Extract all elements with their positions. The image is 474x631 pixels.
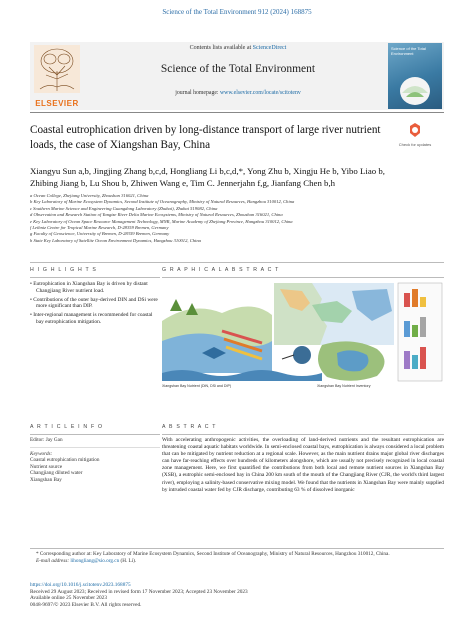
corresponding-author-note: * Corresponding author at: Key Laboratory of Marine Ecosystem Dynamics, Second Institute of Oceanography, Ministry of Natural Resources, Hangzhou 310012, China. — [36, 551, 390, 557]
highlight-item: • Inter-regional management is recommended for coastal bay eutrophication mitigation. — [36, 312, 160, 326]
keyword-item: Coastal eutrophication mitigation — [30, 457, 100, 464]
check-updates-icon — [408, 122, 422, 138]
keywords-label: Keywords: — [30, 450, 53, 457]
author-line: Xiangyu Sun a,b, Jingjing Zhang b,c,d, Hongliang Li b,c,d,*, Yong Zhu b, Xingju He b, Yibo Liao b, — [30, 166, 385, 176]
author-list — [30, 166, 450, 189]
contents-line: Contents lists available at ScienceDirect — [189, 45, 287, 51]
journal-cover[interactable] — [388, 43, 442, 109]
available-online: Available online 25 November 2023 — [30, 595, 107, 602]
publisher-name: ELSEVIER — [35, 99, 79, 108]
check-for-updates-button[interactable] — [398, 122, 432, 148]
highlights-divider — [30, 277, 160, 278]
copyright-line: 0048-9697/© 2023 Elsevier B.V. All rights reserved. — [30, 601, 142, 608]
editor-divider — [30, 447, 160, 448]
doi-link[interactable]: https://doi.org/10.1016/j.scitotenv.2023.168875 — [30, 582, 131, 588]
sciencedirect-link[interactable]: ScienceDirect — [252, 45, 287, 51]
graphical-abstract-caption-left: Xiangshan Bay Nutrient (DIN, DSi and DIP) — [162, 384, 232, 388]
check-updates-label: Check for updates — [398, 142, 432, 147]
received-dates: Received 29 August 2023; Received in revised form 17 November 2023; Accepted 23 November 2023 — [30, 588, 248, 595]
elsevier-tree-icon — [34, 45, 80, 93]
header-divider — [30, 112, 444, 113]
homepage-line: journal homepage: www.elsevier.com/locate/scitotenv — [175, 90, 301, 96]
footnotes — [30, 551, 444, 564]
affiliation-item: f Leibniz Centre for Tropical Marine Research, D-28359 Bremen, Germany — [30, 225, 169, 231]
keyword-item: Changjiang diluted water — [30, 470, 83, 477]
footer-divider — [30, 548, 444, 549]
graphical-abstract-image[interactable] — [162, 281, 444, 399]
cover-image-icon — [388, 69, 442, 109]
journal-header-text — [90, 45, 386, 96]
email-link[interactable]: lihongliang@sio.org.cn — [70, 557, 120, 564]
graphical-abstract-heading: G R A P H I C A L A B S T R A C T — [162, 267, 280, 273]
article-info-divider — [30, 434, 160, 435]
editor-line: Editor: Jay Gan — [30, 437, 63, 443]
section-divider — [30, 262, 444, 263]
highlight-item: • Eutrophication in Xiangshan Bay is driven by distant Changjiang River nutrient load. — [36, 281, 160, 295]
graphical-abstract-divider — [162, 277, 444, 278]
graphical-abstract-figure — [162, 281, 444, 399]
abstract-text: With accelerating anthropogenic activities, the overloading of land-derived nutrients and the resultant eutrophication are threatening coastal aquatic habitats worldwide. In semi-enclosed coastal bays, eutrophication is always considered a local problem that can be mitigated by nutrient reduction at a regional scale. However, as the main nutrient drains major global river discharges can have far-reaching effects over hundreds of kilometers alongshore, which are usually not precisely recognized in local coastal zone management. Here, we first quantified the contributions from both local and remote nutrient sources in Xiangshan Bay (XSB), a eutrophic semi-enclosed bay in China 200 km south of the mouth of the Changjiang River (CJR, the world's third largest river), employing a salinity-based conservative mixing model. We found that the nutrients in Xiangshan Bay were mainly supplied by intruded coastal water fed by CJR discharge, contributing 63 % of dissolved inorganic — [162, 437, 444, 493]
journal-title: Science of the Total Environment — [160, 63, 316, 75]
highlights-heading: H I G H L I G H T S — [30, 267, 98, 273]
elsevier-logo[interactable] — [34, 45, 80, 108]
affiliation-item: d Observation and Research Station of Yangtze River Delta Marine Ecosystems, Ministry of Natural Resources, Zhoushan 316021, China — [30, 212, 283, 218]
article-info-block — [30, 437, 160, 484]
author-line: Zhibing Jiang b, Lu Shou b, Zhiwen Wang e, Tim C. Jennerjahn f,g, Jianfang Chen b,h — [30, 177, 336, 188]
keyword-item: Nutrient source — [30, 463, 63, 470]
highlights-list — [30, 281, 160, 328]
affiliation-item: a Ocean College, Zhejiang University, Zhoushan 316021, China — [30, 193, 149, 198]
affiliation-list — [30, 193, 450, 244]
keyword-item: Xiangshan Bay — [30, 476, 62, 483]
homepage-link[interactable]: www.elsevier.com/locate/scitotenv — [220, 90, 301, 96]
affiliation-item: h State Key Laboratory of Satellite Ocean Environment Dynamics, Hangzhou 310012, China — [30, 237, 201, 243]
journal-reference[interactable]: Science of the Total Environment 912 (2024) 168875 — [162, 8, 312, 16]
affiliation-item: b Key Laboratory of Marine Ecosystem Dynamics, Second Institute of Oceanography, Ministry of Natural Resources, Hangzhou 310012, China — [30, 199, 295, 205]
affiliation-item: c Southern Marine Science and Engineering Guangdong Laboratory (Zhuhai), Zhuhai 519082, China — [30, 205, 218, 211]
publication-info — [30, 582, 444, 608]
affiliation-item: e Key Laboratory of Ocean Space Resource Management Technology, MNR, Marine Academy of Zhejiang Province, Hangzhou 310012, China — [30, 218, 293, 224]
cover-title: Science of the Total Environment — [391, 46, 426, 56]
email-line: E-mail address: lihongliang@sio.org.cn (H. Li). — [36, 557, 137, 564]
graphical-abstract-caption-right: Xiangshan Bay Nutrient Inventory — [317, 384, 371, 388]
article-info-heading: A R T I C L E I N F O — [30, 424, 104, 430]
abstract-heading: A B S T R A C T — [162, 424, 217, 430]
abstract-divider — [162, 434, 444, 435]
article-title: Coastal eutrophication driven by long-distance transport of large river nutrient loads, the case of Xiangshan Bay, China — [30, 124, 381, 151]
highlight-item: • Contributions of the outer bay-derived DIN and DSi were more significant than DIP. — [36, 297, 160, 311]
affiliation-item: g Faculty of Geoscience, University of Bremen, D-28359 Bremen, Germany — [30, 231, 170, 237]
